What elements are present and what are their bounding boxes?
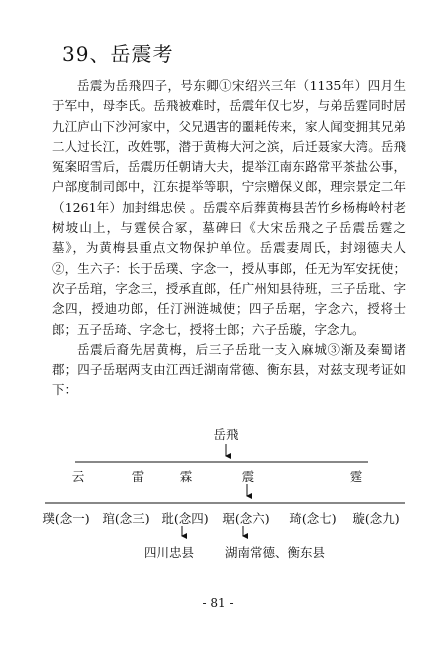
body-text — [52, 76, 406, 401]
genealogy-tree — [0, 420, 436, 570]
grandson-qi: 琦(念七) — [289, 511, 337, 526]
page-number: - 81 - — [202, 596, 234, 610]
grandson-guan: 琯(念三) — [102, 511, 150, 526]
destination-sichuan: 四川忠县 — [143, 545, 195, 560]
grandson-xuan: 璇(念九) — [352, 511, 400, 526]
destination-hunan: 湖南常德、衡东县 — [224, 545, 326, 560]
son-lin: 霖 — [179, 469, 193, 484]
son-lei: 雷 — [131, 469, 145, 484]
son-yun: 云 — [71, 469, 85, 484]
grandson-pi: 玭(念四) — [161, 511, 209, 526]
paragraph: 岳震后裔先居黄梅，后三子岳玭一支入麻城③渐及秦蜀诸郡；四子岳琚两支由江西迁湖南常德、衡东县，对兹支现考证如下： — [52, 341, 406, 398]
chapter-title: 39、岳震考 — [62, 42, 174, 66]
paragraph: 岳震为岳飛四子，号东卿①宋绍兴三年（1135年）四月生于军中，母李氏。岳飛被难时，岳震年仅七岁，与弟岳霆同时居九江庐山下沙河家中，父兄遇害的噩耗传来，家人闻变拥其兄弟二人过长江，改姓鄂，潜于黄梅大河之滨，后迁聂家大湾。岳飛冤案昭雪后，岳震历任朝请大夫，提举江南东路常平茶盐公事，户部度制司郎中，江东提举等职，宁宗赠保义郎，理宗景定二年（1261年）加封缉忠侯 。岳震卒后葬黄梅县苦竹乡杨梅岭村老树坡山上，与霆侯合冢，墓碑曰《大宋岳飛之子岳震岳霆之墓》，为黄梅县重点文物保护单位。岳震妻周氏，封翊德夫人②，生六子：长于岳璞、字念一，授从事郎，任无为军安抚使；次子岳琯，字念三，授承直郎，任广州知县待班，三子岳玭、字念四，授迪功郎，任汀洲涟城使；四子岳琚，字念六，授将士郎；五子岳琦、字念七，授将士郎；六子岳璇，字念九。 — [52, 78, 406, 337]
son-zhen: 震 — [241, 469, 255, 484]
tree-root: 岳飛 — [213, 427, 239, 442]
son-ting: 霆 — [349, 469, 363, 484]
grandson-ju: 琚(念六) — [222, 511, 270, 526]
grandson-pu: 璞(念一) — [42, 511, 90, 526]
